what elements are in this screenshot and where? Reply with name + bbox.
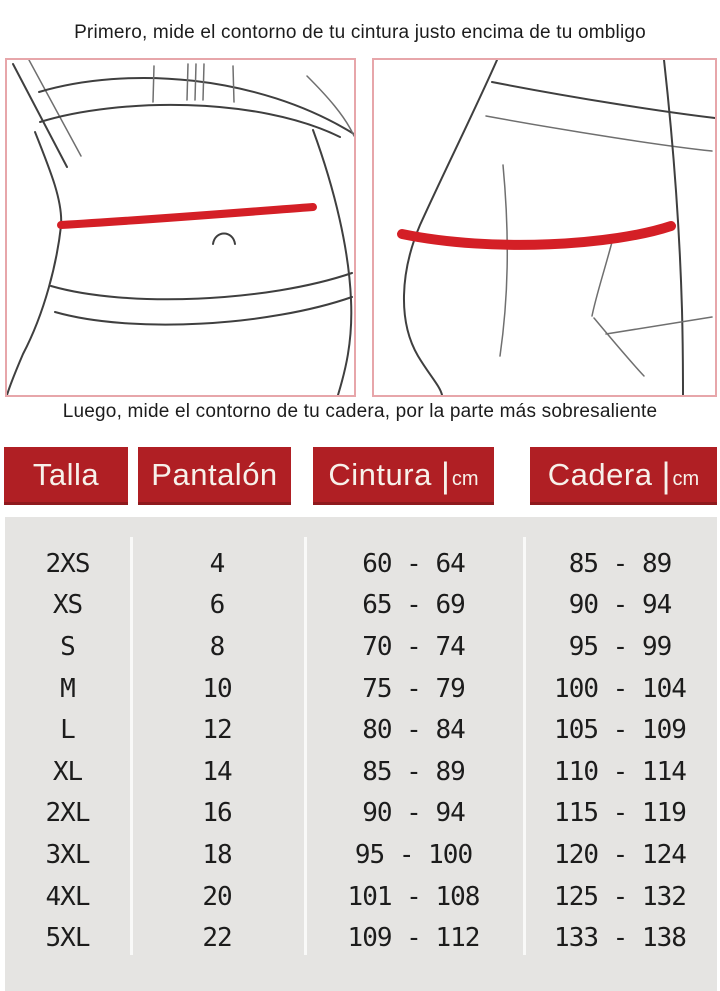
table-cell: 133 - 138 — [554, 923, 686, 954]
table-cell: 4 — [209, 548, 225, 579]
table-cell: 5XL — [45, 923, 90, 954]
waist-instruction: Primero, mide el contorno de tu cintura justo encima de tu ombligo — [74, 22, 646, 43]
table-cell: 101 - 108 — [347, 881, 480, 912]
table-cell: 105 - 109 — [554, 715, 686, 746]
front-torso-sketch — [7, 60, 354, 395]
table-cell: 70 - 74 — [362, 631, 465, 662]
hip-instruction: Luego, mide el contorno de tu cadera, por la parte más sobresaliente — [62, 401, 658, 422]
table-cell: 125 - 132 — [554, 881, 686, 912]
table-cell: 2XL — [45, 798, 90, 829]
hip-measure-line — [402, 226, 671, 245]
table-cell: 85 - 89 — [568, 548, 672, 579]
hip-measure-illustration — [372, 58, 717, 397]
table-cell: 22 — [202, 923, 232, 954]
table-cell: 95 - 99 — [568, 631, 672, 662]
table-cell: 18 — [202, 839, 232, 870]
waist-measure-illustration — [5, 58, 356, 397]
size-table — [5, 517, 717, 991]
table-cell: 115 - 119 — [554, 798, 686, 829]
table-cell: 3XL — [45, 839, 90, 870]
table-cell: XL — [52, 756, 83, 787]
table-cell: 2XS — [45, 548, 90, 579]
table-cell: XS — [52, 590, 83, 621]
table-cell: 60 - 64 — [362, 548, 465, 579]
unit-separator: | — [661, 456, 671, 495]
table-cell: 90 - 94 — [362, 798, 465, 829]
column-header-label: Cintura — [328, 457, 432, 492]
table-cell: L — [60, 715, 75, 746]
table-cell: 4XL — [45, 881, 90, 912]
table-cell: 16 — [202, 798, 232, 829]
table-cell: 8 — [209, 631, 225, 662]
table-cell: 100 - 104 — [554, 673, 686, 704]
side-hip-sketch — [374, 60, 715, 395]
size-table-header — [0, 447, 720, 505]
column-header-cintura — [313, 447, 494, 505]
table-cell: 95 - 100 — [354, 839, 473, 870]
unit-separator: | — [440, 456, 450, 495]
column-header-talla — [4, 447, 128, 505]
column-header-cadera — [530, 447, 717, 505]
table-cell: 65 - 69 — [362, 590, 465, 621]
table-cell: 6 — [209, 590, 225, 621]
table-cell: 109 - 112 — [347, 923, 480, 954]
table-cell: 10 — [202, 673, 232, 704]
table-cell: 20 — [202, 881, 232, 912]
column-header-pantalon — [138, 447, 291, 505]
column-header-label: Pantalón — [151, 457, 278, 492]
table-cell: 90 - 94 — [568, 590, 672, 621]
navel-mark — [213, 234, 235, 245]
column-header-label: Talla — [32, 457, 100, 492]
table-cell: 75 - 79 — [362, 673, 465, 704]
table-cell: 110 - 114 — [554, 756, 686, 787]
table-cell: M — [60, 673, 75, 704]
table-cell: S — [60, 631, 75, 662]
unit-label: cm — [451, 468, 479, 490]
table-cell: 80 - 84 — [362, 715, 465, 746]
table-cell: 85 - 89 — [362, 756, 465, 787]
table-cell: 12 — [202, 715, 232, 746]
column-header-label: Cadera — [547, 457, 653, 492]
waist-measure-line — [61, 207, 313, 225]
table-cell: 14 — [202, 756, 232, 787]
table-cell: 120 - 124 — [554, 839, 686, 870]
unit-label: cm — [672, 468, 700, 490]
size-table-body — [5, 543, 717, 959]
